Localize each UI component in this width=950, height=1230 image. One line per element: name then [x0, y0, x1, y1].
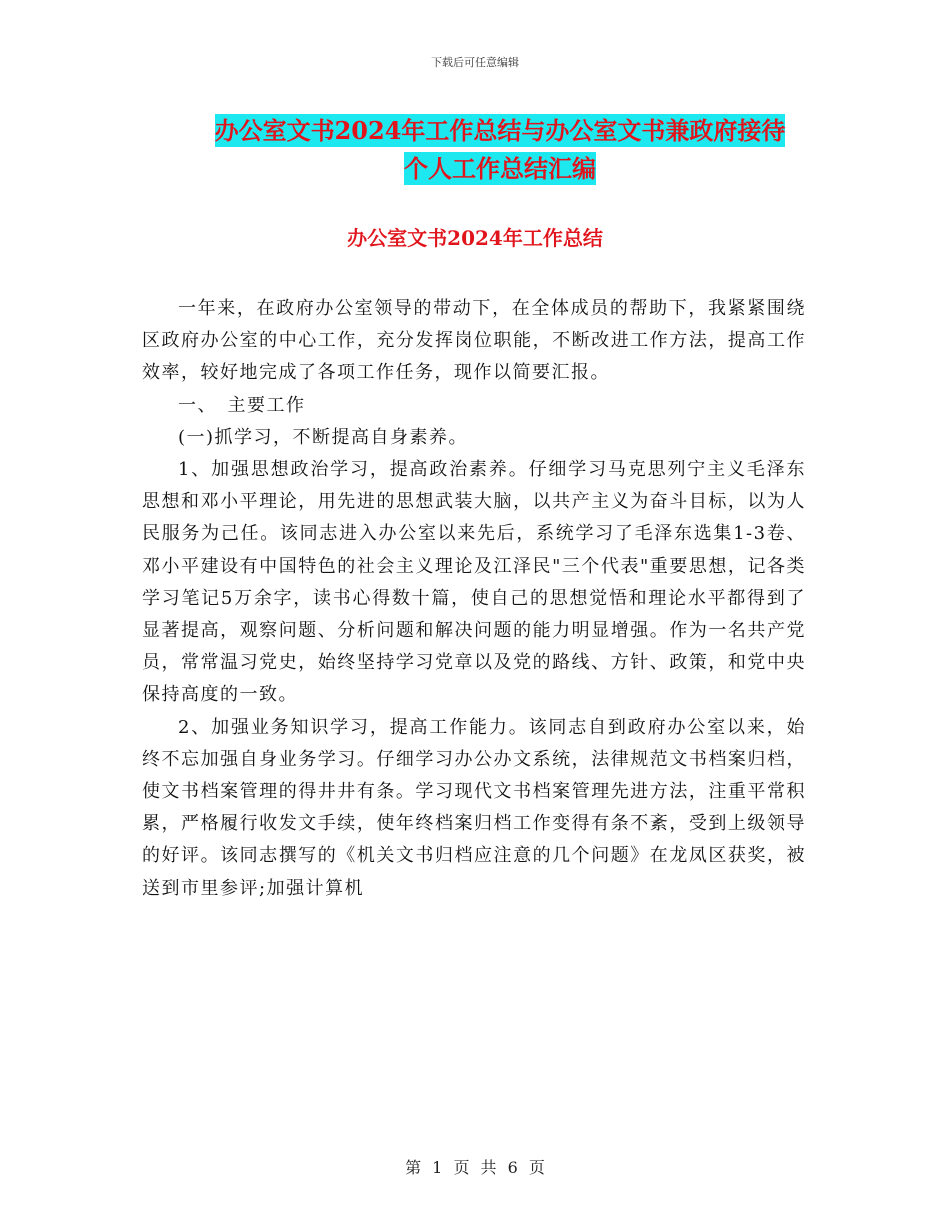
document-title-line-1: 办公室文书2024年工作总结与办公室文书兼政府接待: [214, 116, 786, 145]
header-note: 下载后可任意编辑: [431, 56, 519, 69]
paragraph-political-study: 1、加强思想政治学习，提高政治素养。仔细学习马克思列宁主义毛泽东思想和邓小平理论，用先进的思想武装大脑，以共产主义为奋斗目标，以为人民服务为己任。该同志进入办公室以来先后，系统学习了毛泽东选集1-3卷、邓小平建设有中国特色的社会主义理论及江泽民"三个代表"重要思想，记各类学习笔记5万余字，读书心得数十篇，使自己的思想觉悟和理论水平都得到了显著提高，观察问题、分析问题和解决问题的能力明显增强。作为一名共产党员，常常温习党史，始终坚持学习党章以及党的路线、方针、政策，和党中央保持高度的一致。: [142, 459, 806, 706]
paragraph-business-study: 2、加强业务知识学习，提高工作能力。该同志自到政府办公室以来，始终不忘加强自身业务学习。仔细学习办公办文系统，法律规范文书档案归档，使文书档案管理的得井井有条。学习现代文书档案管理先进方法，注重平常积累，严格履行收发文手续，使年终档案归档工作变得有条不紊，受到上级领导的好评。该同志撰写的《机关文书归档应注意的几个问题》在龙凤区获奖，被送到市里参评;加强计算机: [142, 716, 806, 899]
heading-study: (一)抓学习，不断提高自身素养。: [178, 426, 469, 448]
heading-main-work: 一、 主要工作: [178, 394, 306, 416]
document-title-line-2: 个人工作总结汇编: [404, 154, 596, 183]
section-title: 办公室文书2024年工作总结: [347, 226, 603, 250]
page-footer: 第 1 页 共 6 页: [405, 1158, 545, 1177]
document-title: [140, 112, 860, 188]
body-text: [142, 293, 806, 905]
paragraph-intro: 一年来，在政府办公室领导的带动下，在全体成员的帮助下，我紧紧围绕区政府办公室的中心工作，充分发挥岗位职能，不断改进工作方法，提高工作效率，较好地完成了各项工作任务，现作以简要汇报。: [142, 298, 806, 384]
